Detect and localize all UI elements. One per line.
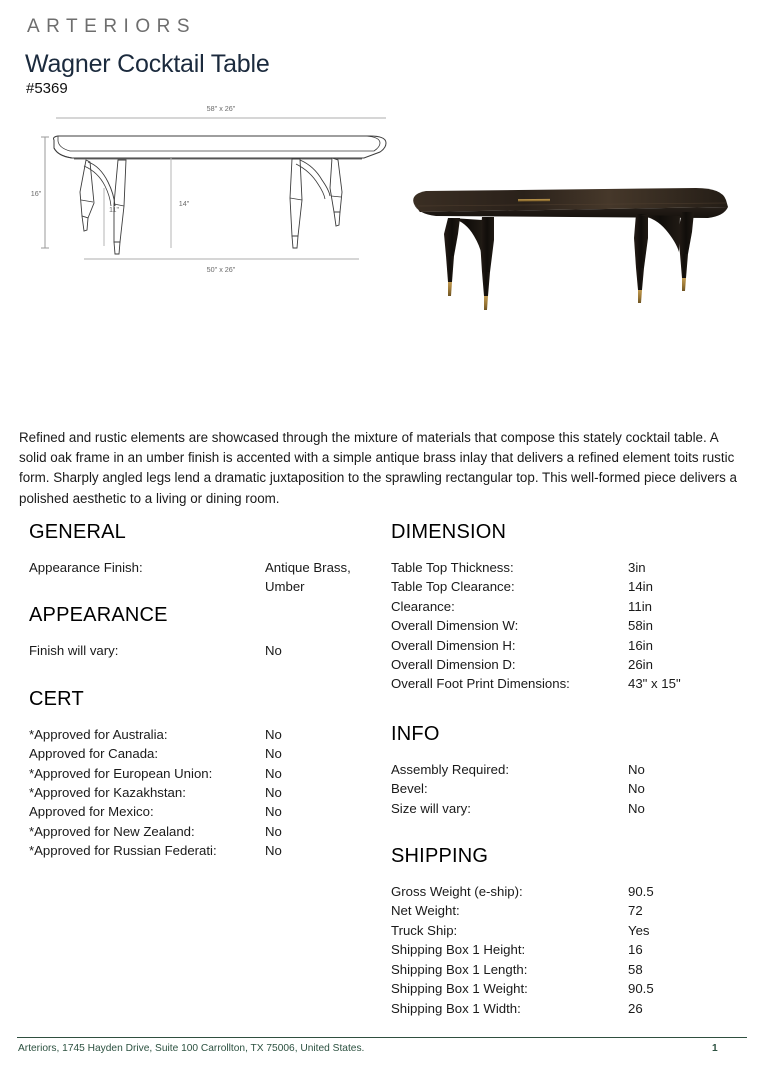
spec-row [391,979,751,998]
spec-label: Shipping Box 1 Length: [391,961,528,977]
spec-value: No [265,643,282,659]
dimension-label-bottom: 50" x 26" [206,265,236,274]
spec-row [29,764,384,783]
spec-label: *Approved for Russian Federati: [29,843,217,859]
spec-label: *Approved for European Union: [29,765,213,781]
spec-value: 16 [628,942,643,958]
section-title-appearance: APPEARANCE [29,604,168,627]
product-description: Refined and rustic elements are showcased through the mixture of materials that compose this stately cocktail table. A solid oak frame in an umber finish is accented with a simple antique brass inlay that delivers a refined element toits rustic form. Sharply angled legs lend a dramatic juxtaposition to the sprawling rectangular top. This well-formed piece delivers a polished aesthetic to a living or dining room. [19,430,738,506]
spec-value: No [265,823,282,839]
brand-logo: ARTERIORS [27,16,197,37]
spec-value: 16in [628,637,653,653]
technical-line-drawing [14,96,394,286]
dimension-label-height: 16" [30,189,42,198]
spec-value: No [265,765,282,781]
spec-row [29,783,384,802]
spec-column-right [391,520,751,1018]
section-rows-shipping [391,882,751,1018]
spec-value: 72 [628,903,643,919]
spec-value: 26in [628,657,653,673]
spec-label: Approved for Canada: [29,746,159,762]
section-general [29,520,384,595]
spec-label: Overall Dimension H: [391,637,516,653]
section-rows-cert [29,725,384,861]
spec-row [391,940,751,959]
spec-value: 90.5 [628,981,654,997]
section-title-shipping: SHIPPING [391,845,489,868]
spec-value: No [265,746,282,762]
spec-value: 90.5 [628,884,654,900]
section-rows-appearance [29,641,384,660]
spec-row [29,558,384,595]
spec-label: Truck Ship: [391,922,458,938]
spec-label: Overall Dimension D: [391,657,516,673]
spec-row [29,822,384,841]
section-rows-info [391,760,751,818]
spec-value: No [265,843,282,859]
spec-row [391,616,751,635]
product-sku: #5369 [26,80,68,97]
spec-label: Gross Weight (e-ship): [391,884,523,900]
spec-label: Overall Dimension W: [391,618,519,634]
spec-row [29,841,384,860]
spec-value: No [628,800,645,816]
spec-label: Clearance: [391,598,455,614]
spec-label: Finish will vary: [29,643,119,659]
spec-row [391,760,751,779]
section-appearance [29,603,384,660]
section-rows-dimension [391,558,751,694]
footer-page-number: 1 [712,1043,718,1054]
spec-label: Appearance Finish: [29,560,143,575]
spec-row [391,882,751,901]
spec-label: Table Top Thickness: [391,560,514,575]
spec-value: No [265,785,282,801]
dimension-label-top-clearance: 14" [178,199,190,208]
spec-row [391,960,751,979]
spec-label: *Approved for Australia: [29,726,168,742]
section-rows-general [29,558,384,595]
spec-row [391,999,751,1018]
spec-label: Overall Foot Print Dimensions: [391,676,570,692]
section-title-general: GENERAL [29,521,126,543]
spec-label: Assembly Required: [391,761,510,777]
spec-row [29,725,384,744]
spec-value: 43" x 15" [628,676,681,692]
spec-row [29,744,384,763]
spec-value: No [265,726,282,742]
spec-label: Shipping Box 1 Weight: [391,981,528,997]
section-shipping [391,844,751,1018]
spec-value: 3in [628,560,646,575]
spec-label: Net Weight: [391,903,460,919]
spec-value: Antique Brass, Umber [265,560,351,595]
spec-value: 26 [628,1000,643,1016]
page-title: Wagner Cocktail Table [25,50,270,78]
spec-value: 58in [628,618,653,634]
spec-label: *Approved for Kazakhstan: [29,785,186,801]
spec-value: No [265,804,282,820]
spec-label: Shipping Box 1 Height: [391,942,526,958]
section-title-cert: CERT [29,687,84,710]
spec-row [391,779,751,798]
spec-label: Shipping Box 1 Width: [391,1000,521,1016]
spec-value: 58 [628,961,643,977]
section-cert [29,687,384,861]
spec-value: No [628,761,645,777]
spec-column-left [29,520,384,861]
spec-row [391,558,751,577]
spec-row [29,802,384,821]
section-info [391,722,751,818]
spec-row [391,577,751,596]
spec-row [391,921,751,940]
spec-value: No [628,781,645,797]
spec-label: Size will vary: [391,800,471,816]
spec-label: Bevel: [391,781,428,797]
footer-address: Arteriors, 1745 Hayden Drive, Suite 100 Carrollton, TX 75006, United States. [18,1043,365,1054]
product-photo [396,160,752,320]
spec-row [391,901,751,920]
spec-label: Approved for Mexico: [29,804,154,820]
section-title-info: INFO [391,722,440,745]
spec-row [29,641,384,660]
footer-divider [17,1037,747,1038]
spec-label: *Approved for New Zealand: [29,823,195,839]
section-title-dimension: DIMENSION [391,521,507,543]
dimension-label-top: 58" x 26" [206,104,236,113]
spec-row [391,597,751,616]
spec-label: Table Top Clearance: [391,579,515,595]
spec-value: 11in [628,598,652,614]
dimension-label-clearance: 11" [108,205,120,214]
spec-row [391,674,751,693]
spec-row [391,655,751,674]
spec-row [391,636,751,655]
spec-row [391,799,751,818]
spec-value: 14in [628,579,653,595]
section-dimension [391,520,751,694]
spec-value: Yes [628,922,650,938]
brass-inlay [518,199,550,202]
